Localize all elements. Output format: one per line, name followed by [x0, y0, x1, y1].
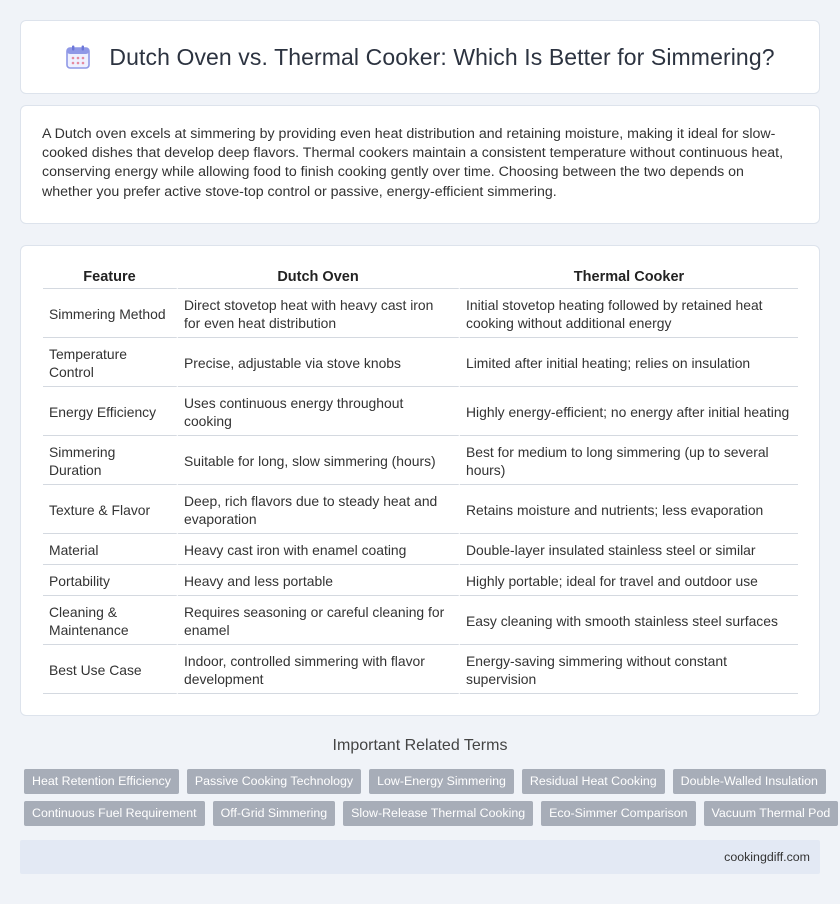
feature-cell: Simmering Method — [43, 289, 178, 338]
feature-cell: Energy Efficiency — [43, 387, 178, 436]
table-row — [43, 485, 798, 534]
header-card — [20, 20, 820, 94]
table-row — [43, 436, 798, 485]
related-terms-row — [24, 769, 824, 794]
dutch-oven-cell: Uses continuous energy throughout cooking — [178, 387, 460, 436]
feature-cell: Best Use Case — [43, 645, 178, 694]
related-terms-row — [24, 801, 831, 826]
dutch-oven-cell: Deep, rich flavors due to steady heat and evaporation — [178, 485, 460, 534]
intro-card — [20, 105, 820, 224]
thermal-cooker-cell: Highly energy-efficient; no energy after initial heating — [460, 387, 798, 436]
term-tag[interactable]: Slow-Release Thermal Cooking — [343, 801, 533, 826]
table-row — [43, 596, 798, 645]
term-tag[interactable]: Eco-Simmer Comparison — [541, 801, 695, 826]
term-tag[interactable]: Heat Retention Efficiency — [24, 769, 179, 794]
thermal-cooker-cell: Limited after initial heating; relies on insulation — [460, 338, 798, 387]
feature-cell: Cleaning & Maintenance — [43, 596, 178, 645]
header-dutch-oven: Dutch Oven — [178, 262, 460, 289]
table-row — [43, 645, 798, 694]
feature-cell: Material — [43, 534, 178, 565]
thermal-cooker-cell: Highly portable; ideal for travel and outdoor use — [460, 565, 798, 596]
dutch-oven-cell: Requires seasoning or careful cleaning for enamel — [178, 596, 460, 645]
feature-cell: Portability — [43, 565, 178, 596]
page-title: Dutch Oven vs. Thermal Cooker: Which Is Better for Simmering? — [109, 43, 775, 70]
term-tag[interactable]: Low-Energy Simmering — [369, 769, 514, 794]
comparison-card — [20, 245, 820, 716]
calendar-icon — [65, 44, 91, 70]
dutch-oven-cell: Indoor, controlled simmering with flavor development — [178, 645, 460, 694]
table-row — [43, 338, 798, 387]
term-tag[interactable]: Off-Grid Simmering — [213, 801, 336, 826]
footer — [20, 840, 820, 874]
related-terms-title: Important Related Terms — [332, 737, 508, 754]
feature-cell: Temperature Control — [43, 338, 178, 387]
header-thermal-cooker: Thermal Cooker — [460, 262, 798, 289]
thermal-cooker-cell: Double-layer insulated stainless steel or similar — [460, 534, 798, 565]
dutch-oven-cell: Precise, adjustable via stove knobs — [178, 338, 460, 387]
term-tag[interactable]: Passive Cooking Technology — [187, 769, 361, 794]
term-tag[interactable]: Residual Heat Cooking — [522, 769, 665, 794]
footer-site-link[interactable]: cookingdiff.com — [724, 850, 810, 864]
dutch-oven-cell: Suitable for long, slow simmering (hours) — [178, 436, 460, 485]
table-row — [43, 534, 798, 565]
table-header-row — [43, 262, 798, 289]
header-feature: Feature — [43, 262, 178, 289]
thermal-cooker-cell: Best for medium to long simmering (up to several hours) — [460, 436, 798, 485]
dutch-oven-cell: Direct stovetop heat with heavy cast iron for even heat distribution — [178, 289, 460, 338]
dutch-oven-cell: Heavy cast iron with enamel coating — [178, 534, 460, 565]
feature-cell: Texture & Flavor — [43, 485, 178, 534]
term-tag[interactable]: Continuous Fuel Requirement — [24, 801, 205, 826]
comparison-table — [43, 262, 798, 694]
thermal-cooker-cell: Initial stovetop heating followed by retained heat cooking without additional energy — [460, 289, 798, 338]
table-row — [43, 387, 798, 436]
feature-cell: Simmering Duration — [43, 436, 178, 485]
thermal-cooker-cell: Retains moisture and nutrients; less evaporation — [460, 485, 798, 534]
intro-text: A Dutch oven excels at simmering by providing even heat distribution and retaining moisture, making it ideal for slow-cooked dishes that develop deep flavors. Thermal cookers maintain a consistent temperature without continuous heat, conserving energy while allowing food to finish cooking gently over time. Choosing between the two depends on whether you prefer active stove-top control or passive, energy-efficient simmering. — [42, 126, 784, 200]
thermal-cooker-cell: Energy-saving simmering without constant supervision — [460, 645, 798, 694]
term-tag[interactable]: Double-Walled Insulation — [673, 769, 826, 794]
thermal-cooker-cell: Easy cleaning with smooth stainless steel surfaces — [460, 596, 798, 645]
table-row — [43, 565, 798, 596]
table-row — [43, 289, 798, 338]
term-tag[interactable]: Vacuum Thermal Pod — [704, 801, 839, 826]
dutch-oven-cell: Heavy and less portable — [178, 565, 460, 596]
